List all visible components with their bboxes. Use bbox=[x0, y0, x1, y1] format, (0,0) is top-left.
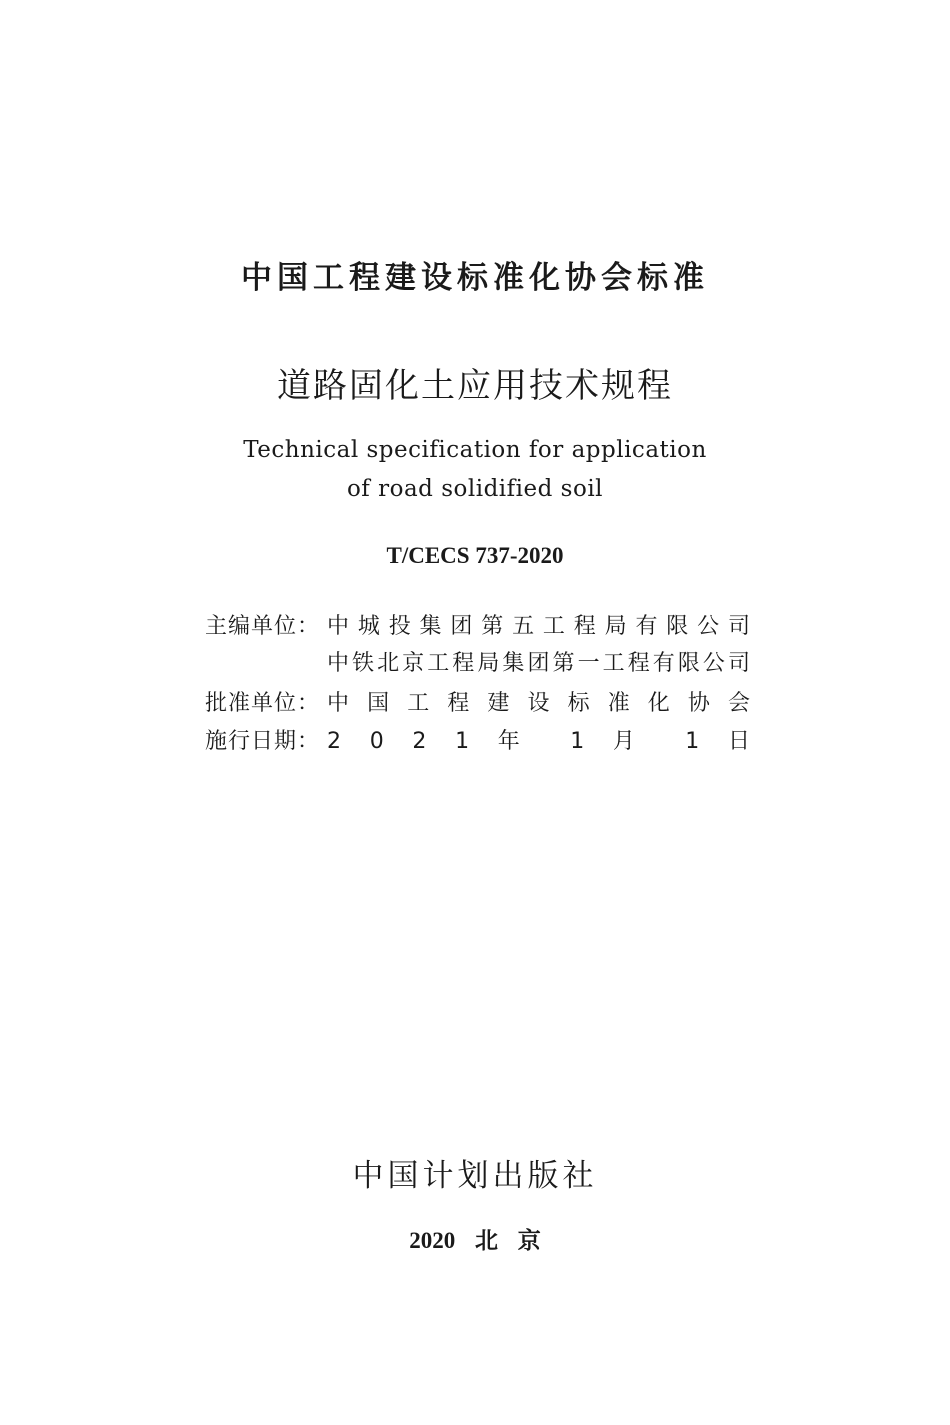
effective-date-label: 施行日期： bbox=[205, 729, 321, 754]
standard-number: T/CECS 737-2020 bbox=[386, 543, 564, 568]
chief-editor-1: 中 城 投 集 团 第 五 工 程 局 有 限 公 司 bbox=[327, 614, 750, 639]
chief-editor-label: 主编单位： bbox=[205, 614, 321, 639]
series-title: 中国工程建设标准化协会标准 bbox=[241, 260, 709, 296]
approver-label: 批准单位： bbox=[205, 691, 321, 716]
publisher: 中国计划出版社 bbox=[352, 1158, 598, 1194]
chief-editor-row-2 bbox=[205, 646, 750, 680]
document-title-chinese: 道路固化土应用技术规程 bbox=[277, 366, 673, 406]
approver-row bbox=[205, 686, 750, 720]
chief-editor-row bbox=[205, 609, 750, 643]
effective-date-row bbox=[205, 724, 750, 758]
document-title-english-line-1: Technical specification for application bbox=[243, 437, 707, 463]
publish-place-year: 2020 北 京 bbox=[409, 1228, 541, 1253]
chief-editor-2: 中铁北京工程局集团第一工程有限公司 bbox=[327, 651, 750, 676]
effective-date: 2 0 2 1 年 1 月 1 日 bbox=[327, 729, 750, 754]
approver: 中 国 工 程 建 设 标 准 化 协 会 bbox=[327, 691, 750, 716]
document-title-english-line-2: of road solidified soil bbox=[346, 476, 604, 502]
